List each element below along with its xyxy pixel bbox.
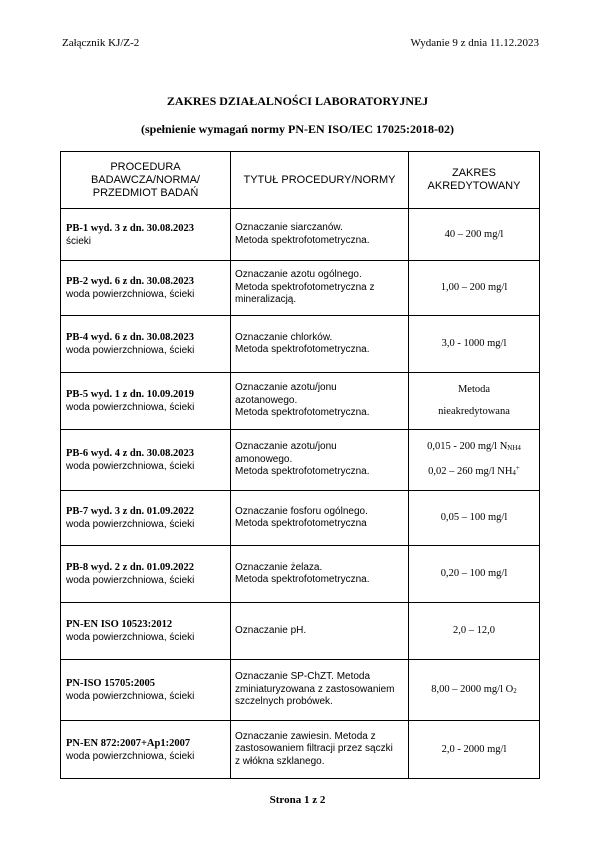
- title-line: z włókna szklanego.: [235, 755, 325, 767]
- procedure-cell: [61, 546, 231, 603]
- table-row: [61, 660, 540, 721]
- procedure-cell: [61, 430, 231, 491]
- procedure-code: PB-5 wyd. 1 z dn. 10.09.2019: [66, 389, 195, 400]
- title-line: Oznaczanie żelaza.: [235, 561, 323, 573]
- title-line: Oznaczanie azotu/jonu: [235, 382, 337, 394]
- procedure-cell: [61, 261, 231, 316]
- range-value: 0,05 – 100 mg/l: [440, 512, 508, 523]
- range-cell: [409, 546, 540, 603]
- title-line: Oznaczanie SP-ChZT. Metoda: [235, 671, 371, 683]
- procedure-cell: [61, 603, 231, 660]
- header-attachment-label: Załącznik KJ/Z-2: [62, 37, 140, 49]
- range-value: 2,0 – 12,0: [453, 625, 495, 636]
- page-title: ZAKRES DZIAŁALNOŚCI LABORATORYJNEJ: [166, 94, 429, 108]
- procedure-matrix: woda powierzchniowa, ścieki: [66, 691, 195, 702]
- header-title: [231, 152, 409, 209]
- header-edition-label: Wydanie 9 z dnia 11.12.2023: [410, 37, 539, 49]
- title-cell: [231, 430, 409, 491]
- table-row: [61, 603, 540, 660]
- procedure-cell: [61, 373, 231, 430]
- page-number: Strona 1 z 2: [269, 794, 326, 806]
- title-cell: [231, 491, 409, 546]
- title-cell: [231, 660, 409, 721]
- header-range-line2: AKREDYTOWANY: [427, 180, 521, 192]
- title-cell: [231, 373, 409, 430]
- title-line: Oznaczanie fosforu ogólnego.: [235, 505, 368, 517]
- range-cell: [409, 491, 540, 546]
- header-range: [409, 152, 540, 209]
- procedure-code: PB-7 wyd. 3 z dn. 01.09.2022: [66, 506, 195, 517]
- page-subtitle: (spełnienie wymagań normy PN-EN ISO/IEC 17025:2018-02): [140, 122, 454, 136]
- title-line: mineralizacją.: [235, 294, 297, 306]
- procedure-code: PB-2 wyd. 6 z dn. 30.08.2023: [66, 276, 195, 287]
- title-line: Oznaczanie siarczanów.: [235, 222, 343, 233]
- title-line: Metoda spektrofotometryczna: [235, 518, 367, 529]
- procedure-code: PB-1 wyd. 3 z dn. 30.08.2023: [66, 222, 195, 234]
- title-line: szczelnych probówek.: [235, 696, 333, 708]
- range-value-main: 0,02 – 260 mg/l NH: [428, 466, 513, 477]
- title-cell: [231, 721, 409, 779]
- procedure-code: PB-8 wyd. 2 z dn. 01.09.2022: [66, 562, 195, 573]
- range-value: [409, 461, 539, 480]
- title-cell: [231, 546, 409, 603]
- title-line: Metoda spektrofotometryczna z: [235, 281, 375, 293]
- range-value: [409, 440, 539, 455]
- procedure-matrix: woda powierzchniowa, ścieki: [66, 289, 195, 300]
- accreditation-scope-table: [60, 151, 540, 779]
- header-title-text: TYTUŁ PROCEDURY/NORMY: [243, 173, 396, 186]
- procedure-code: PN-EN ISO 10523:2012: [66, 619, 173, 630]
- table-row: [61, 721, 540, 779]
- table-row: [61, 491, 540, 546]
- title-line: Metoda spektrofotometryczna.: [235, 574, 370, 585]
- procedure-matrix: woda powierzchniowa, ścieki: [66, 519, 195, 530]
- title-line: zastosowaniem filtracji przez sączki: [235, 743, 393, 755]
- header-range-line1: ZAKRES: [451, 167, 496, 179]
- procedure-matrix: woda powierzchniowa, ścieki: [66, 345, 195, 356]
- header-procedure-line1: PROCEDURA: [110, 160, 181, 173]
- header-procedure-line2: BADAWCZA/NORMA/: [91, 173, 200, 186]
- title-line: Oznaczanie zawiesin. Metoda z: [235, 730, 376, 742]
- title-line: Metoda spektrofotometryczna.: [235, 344, 370, 355]
- title-line: Oznaczanie azotu/jonu: [235, 441, 337, 453]
- range-value: 2,0 - 2000 mg/l: [441, 743, 507, 755]
- title-cell: [231, 603, 409, 660]
- procedure-cell: [61, 721, 231, 779]
- procedure-matrix: woda powierzchniowa, ścieki: [66, 461, 195, 472]
- title-line: amonowego.: [235, 453, 293, 465]
- range-cell: [409, 603, 540, 660]
- range-value-subscript: 2: [513, 686, 517, 695]
- procedure-matrix: woda powierzchniowa, ścieki: [66, 632, 195, 643]
- range-cell: [409, 209, 540, 261]
- range-value: 0,20 – 100 mg/l: [440, 568, 508, 579]
- title-line: Metoda spektrofotometryczna.: [235, 466, 370, 478]
- procedure-matrix: woda powierzchniowa, ścieki: [66, 575, 195, 586]
- procedure-code: PN-ISO 15705:2005: [66, 678, 155, 689]
- procedure-matrix: ścieki: [66, 235, 92, 247]
- range-value-subscript: 4: [512, 469, 516, 477]
- header-procedure-line3: PRZEDMIOT BADAŃ: [92, 186, 199, 199]
- range-cell: [409, 721, 540, 779]
- range-value: 1,00 – 200 mg/l: [440, 282, 508, 293]
- procedure-cell: [61, 209, 231, 261]
- header-procedure: [61, 152, 231, 209]
- table-row: [61, 261, 540, 316]
- table-row: [61, 373, 540, 430]
- range-value: [409, 683, 539, 698]
- procedure-code: PN-EN 872:2007+Ap1:2007: [66, 737, 191, 749]
- range-cell: [409, 316, 540, 373]
- title-line: Oznaczanie azotu ogólnego.: [235, 269, 362, 281]
- procedure-cell: [61, 316, 231, 373]
- table-header-row: [61, 152, 540, 209]
- range-value-superscript: +: [515, 464, 520, 472]
- range-value-main: 8,00 – 2000 mg/l O: [431, 683, 514, 695]
- range-value: 40 – 200 mg/l: [444, 228, 504, 240]
- table-row: [61, 209, 540, 261]
- procedure-code: PB-6 wyd. 4 z dn. 30.08.2023: [66, 448, 195, 459]
- title-line: Oznaczanie chlorków.: [235, 331, 333, 343]
- title-line: azotanowego.: [235, 394, 298, 406]
- range-value: nieakredytowana: [438, 406, 510, 417]
- title-line: Metoda spektrofotometryczna.: [235, 234, 370, 246]
- title-cell: [231, 261, 409, 316]
- range-cell: [409, 261, 540, 316]
- table-row: [61, 546, 540, 603]
- range-cell: [409, 660, 540, 721]
- procedure-cell: [61, 491, 231, 546]
- title-line: zminiaturyzowana z zastosowaniem: [235, 683, 395, 695]
- table-row: [61, 430, 540, 491]
- title-cell: [231, 316, 409, 373]
- title-line: Metoda spektrofotometryczna.: [235, 407, 370, 419]
- range-value: 3,0 - 1000 mg/l: [441, 338, 507, 349]
- title-cell: [231, 209, 409, 261]
- range-cell: [409, 430, 540, 491]
- table-row: [61, 316, 540, 373]
- range-cell: [409, 373, 540, 430]
- procedure-cell: [61, 660, 231, 721]
- title-line: Oznaczanie pH.: [235, 624, 307, 636]
- range-value-main: 0,015 - 200 mg/l N: [427, 441, 508, 452]
- procedure-code: PB-4 wyd. 6 z dn. 30.08.2023: [66, 332, 195, 343]
- procedure-matrix: woda powierzchniowa, ścieki: [66, 750, 195, 762]
- range-value: Metoda: [457, 384, 491, 395]
- procedure-matrix: woda powierzchniowa, ścieki: [66, 402, 195, 413]
- range-value-subscript: NH4: [507, 444, 521, 452]
